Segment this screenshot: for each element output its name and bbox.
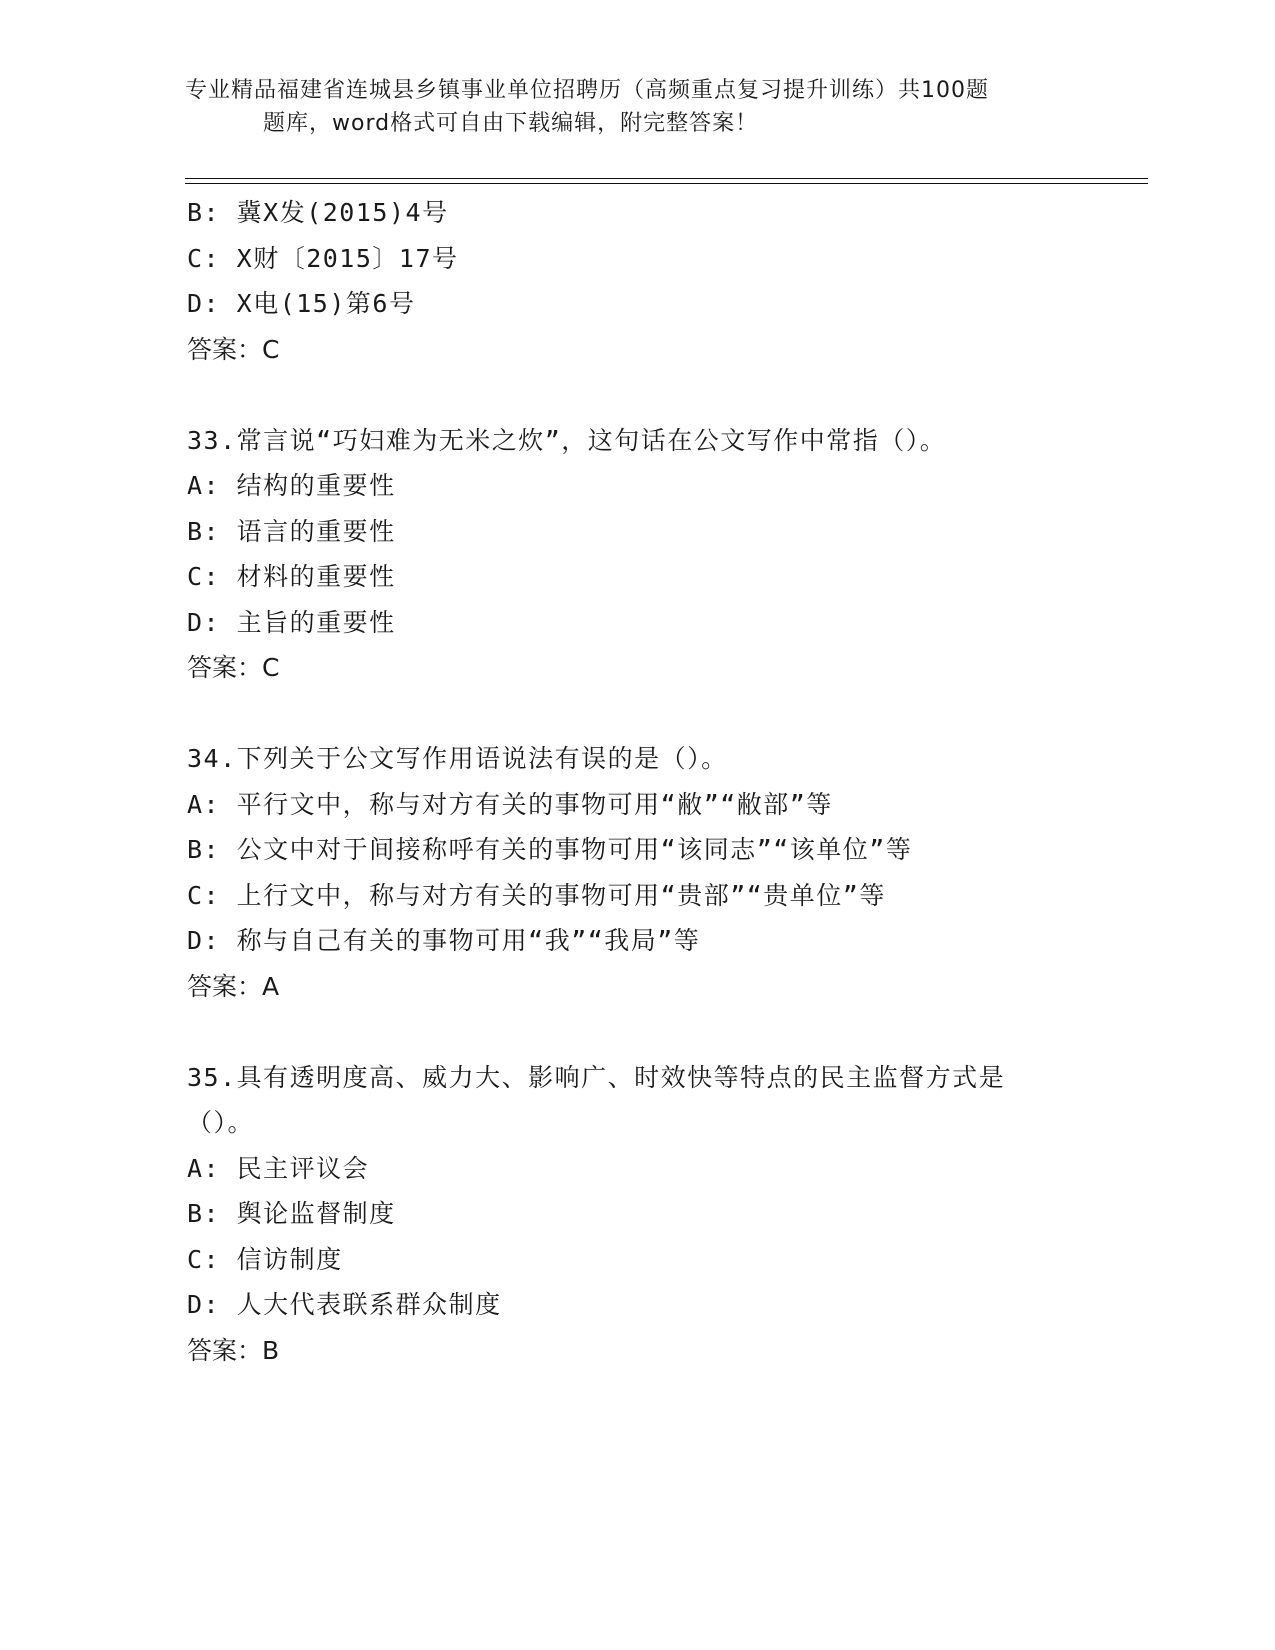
option-d: D: 人大代表联系群众制度 bbox=[187, 1290, 502, 1319]
question-stem: 33.常言说“巧妇难为无米之炊”，这句话在公文写作中常指（）。 bbox=[187, 425, 947, 455]
page-header bbox=[185, 74, 1065, 140]
question-33 bbox=[187, 418, 1147, 691]
header-divider-top bbox=[185, 178, 1148, 179]
option-b: B: 公文中对于间接称呼有关的事物可用“该同志”“该单位”等 bbox=[187, 835, 913, 864]
header-divider-bottom bbox=[185, 183, 1148, 184]
option-a: A: 结构的重要性 bbox=[187, 471, 396, 500]
question-34 bbox=[187, 736, 1147, 1009]
question-stem: 34.下列关于公文写作用语说法有误的是（）。 bbox=[187, 744, 728, 773]
option-b: B: 舆论监督制度 bbox=[187, 1199, 396, 1228]
option-c: C: 信访制度 bbox=[187, 1244, 343, 1274]
question-stem-continued: （）。 bbox=[187, 1108, 255, 1137]
question-35 bbox=[187, 1055, 1147, 1374]
answer-line: 答案：A bbox=[187, 971, 280, 1001]
spacer bbox=[187, 1009, 1147, 1055]
answer-line: 答案：C bbox=[187, 334, 280, 364]
question-stem: 35.具有透明度高、威力大、影响广、时效快等特点的民主监督方式是 bbox=[187, 1062, 1006, 1092]
option-c: C: 上行文中，称与对方有关的事物可用“贵部”“贵单位”等 bbox=[187, 880, 886, 910]
option-c: C: X财〔2015〕17号 bbox=[187, 243, 459, 273]
option-b: B: 语言的重要性 bbox=[187, 516, 396, 546]
option-b: B: 冀X发(2015)4号 bbox=[187, 198, 449, 227]
header-title-line1: 专业精品福建省连城县乡镇事业单位招聘历（高频重点复习提升训练）共100题 bbox=[185, 78, 989, 103]
option-a: A: 民主评议会 bbox=[187, 1153, 370, 1183]
option-a: A: 平行文中，称与对方有关的事物可用“敝”“敝部”等 bbox=[187, 789, 833, 819]
header-title-line2: 题库，word格式可自由下载编辑，附完整答案！ bbox=[263, 111, 759, 136]
answer-line: 答案：B bbox=[187, 1335, 280, 1365]
answer-line: 答案：C bbox=[187, 653, 280, 682]
spacer bbox=[187, 691, 1147, 737]
spacer bbox=[187, 372, 1147, 418]
option-d: D: 称与自己有关的事物可用“我”“我局”等 bbox=[187, 926, 701, 955]
question-list bbox=[187, 190, 1147, 1373]
option-d: D: 主旨的重要性 bbox=[187, 607, 396, 637]
option-d: D: X电(15)第6号 bbox=[187, 289, 416, 318]
option-c: C: 材料的重要性 bbox=[187, 562, 396, 591]
prev-question-tail bbox=[187, 190, 1147, 372]
